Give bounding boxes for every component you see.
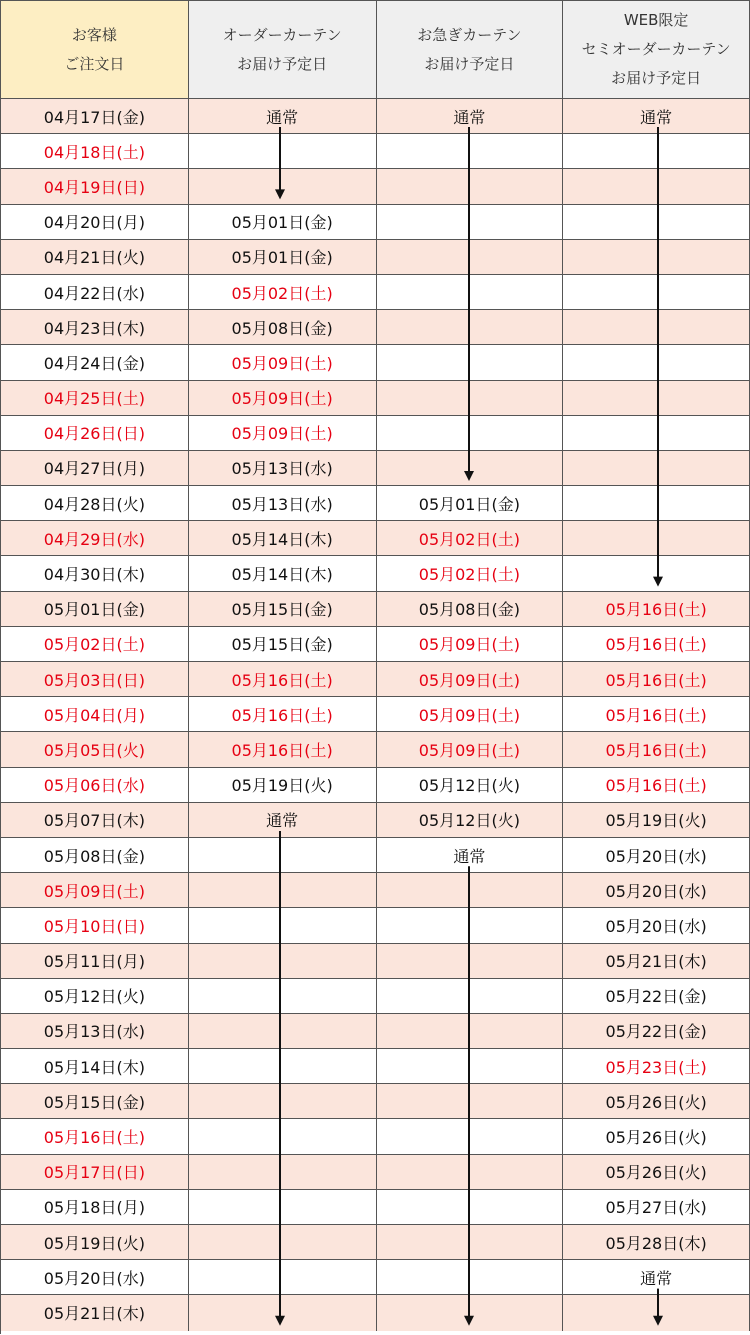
express-curtain-cell: [377, 169, 564, 203]
table-row: [1, 1049, 750, 1084]
express-curtain-cell: 05月09日(土): [377, 732, 564, 766]
order-curtain-cell: [189, 1084, 377, 1118]
order-curtain-cell: [189, 1225, 377, 1259]
table-row: [1, 662, 750, 697]
table-row: [1, 979, 750, 1014]
table-row: [1, 134, 750, 169]
order-curtain-cell: [189, 873, 377, 907]
header-order-date-line-1: お客様: [71, 25, 117, 44]
order-curtain-cell: 05月01日(金): [189, 240, 377, 274]
order-date-cell: 05月19日(火): [1, 1225, 189, 1259]
web-semi-order-cell: 05月19日(火): [563, 803, 750, 837]
web-semi-order-cell: 05月16日(土): [563, 592, 750, 626]
header-web-semi-order: [563, 1, 750, 98]
web-semi-order-cell: [563, 381, 750, 415]
web-semi-order-cell: 通常: [563, 99, 750, 133]
order-curtain-cell: 05月08日(金): [189, 310, 377, 344]
web-semi-order-cell: [563, 240, 750, 274]
order-date-cell: 05月18日(月): [1, 1190, 189, 1224]
order-curtain-cell: 05月16日(土): [189, 697, 377, 731]
table-row: [1, 240, 750, 275]
header-order-curtain-line-1: オーダーカーテン: [222, 25, 342, 44]
order-curtain-cell: 05月09日(土): [189, 416, 377, 450]
table-row: [1, 627, 750, 662]
web-semi-order-cell: 05月20日(水): [563, 838, 750, 872]
web-semi-order-cell: [563, 205, 750, 239]
express-curtain-cell: 05月12日(火): [377, 803, 564, 837]
table-body: [1, 99, 750, 1331]
order-date-cell: 04月24日(金): [1, 345, 189, 379]
order-date-cell: 04月28日(火): [1, 486, 189, 520]
order-curtain-cell: [189, 1295, 377, 1330]
web-semi-order-cell: [563, 521, 750, 555]
express-curtain-cell: [377, 1014, 564, 1048]
table-row: [1, 803, 750, 838]
order-date-cell: 05月02日(土): [1, 627, 189, 661]
order-date-cell: 05月03日(日): [1, 662, 189, 696]
order-date-cell: 05月10日(日): [1, 908, 189, 942]
header-express-curtain: [377, 1, 564, 98]
table-row: [1, 592, 750, 627]
express-curtain-cell: [377, 205, 564, 239]
express-curtain-cell: [377, 1260, 564, 1294]
express-curtain-cell: 05月08日(金): [377, 592, 564, 626]
order-curtain-cell: [189, 908, 377, 942]
table-row: [1, 416, 750, 451]
express-curtain-cell: [377, 1295, 564, 1330]
order-date-cell: 05月13日(水): [1, 1014, 189, 1048]
table-row: [1, 310, 750, 345]
order-curtain-cell: [189, 944, 377, 978]
express-curtain-cell: 05月09日(土): [377, 697, 564, 731]
web-semi-order-cell: 05月26日(火): [563, 1155, 750, 1189]
order-date-cell: 04月20日(月): [1, 205, 189, 239]
web-semi-order-cell: 05月22日(金): [563, 1014, 750, 1048]
web-semi-order-cell: [563, 310, 750, 344]
table-row: [1, 1190, 750, 1225]
express-curtain-cell: [377, 134, 564, 168]
order-date-cell: 05月12日(火): [1, 979, 189, 1013]
web-semi-order-cell: 05月26日(火): [563, 1119, 750, 1153]
web-semi-order-cell: [563, 1295, 750, 1330]
order-date-cell: 05月09日(土): [1, 873, 189, 907]
express-curtain-cell: [377, 1049, 564, 1083]
order-curtain-cell: 05月09日(土): [189, 345, 377, 379]
table-row: [1, 486, 750, 521]
express-curtain-cell: 05月09日(土): [377, 627, 564, 661]
order-curtain-cell: 通常: [189, 803, 377, 837]
order-date-cell: 04月22日(水): [1, 275, 189, 309]
express-curtain-cell: [377, 1225, 564, 1259]
web-semi-order-cell: 05月16日(土): [563, 732, 750, 766]
table-row: [1, 381, 750, 416]
header-web-semi-order-line-1: WEB限定: [623, 11, 689, 29]
order-curtain-cell: [189, 1049, 377, 1083]
order-curtain-cell: 05月16日(土): [189, 732, 377, 766]
web-semi-order-cell: [563, 486, 750, 520]
table-row: [1, 838, 750, 873]
express-curtain-cell: [377, 381, 564, 415]
express-curtain-cell: 05月01日(金): [377, 486, 564, 520]
order-date-cell: 04月30日(木): [1, 556, 189, 590]
order-date-cell: 05月21日(木): [1, 1295, 189, 1330]
table-row: [1, 1119, 750, 1154]
header-order-curtain-line-2: お届け予定日: [237, 54, 328, 73]
table-header-row: [1, 1, 750, 99]
table-row: [1, 873, 750, 908]
order-date-cell: 04月25日(土): [1, 381, 189, 415]
express-curtain-cell: [377, 275, 564, 309]
web-semi-order-cell: [563, 451, 750, 485]
order-curtain-cell: 05月15日(金): [189, 627, 377, 661]
order-curtain-cell: [189, 1155, 377, 1189]
order-date-cell: 05月05日(火): [1, 732, 189, 766]
order-date-cell: 04月21日(火): [1, 240, 189, 274]
web-semi-order-cell: 05月27日(水): [563, 1190, 750, 1224]
order-date-cell: 05月14日(木): [1, 1049, 189, 1083]
header-order-curtain: [189, 1, 377, 98]
express-curtain-cell: [377, 908, 564, 942]
web-semi-order-cell: 05月20日(水): [563, 908, 750, 942]
order-curtain-cell: 通常: [189, 99, 377, 133]
web-semi-order-cell: [563, 169, 750, 203]
order-date-cell: 05月20日(水): [1, 1260, 189, 1294]
order-curtain-cell: 05月13日(水): [189, 486, 377, 520]
order-curtain-cell: 05月15日(金): [189, 592, 377, 626]
order-curtain-cell: 05月19日(火): [189, 768, 377, 802]
order-curtain-cell: 05月13日(水): [189, 451, 377, 485]
table-row: [1, 1084, 750, 1119]
header-web-semi-order-line-2: セミオーダーカーテン: [581, 40, 731, 58]
express-curtain-cell: 通常: [377, 99, 564, 133]
express-curtain-cell: 05月02日(土): [377, 556, 564, 590]
web-semi-order-cell: 05月16日(土): [563, 768, 750, 802]
table-row: [1, 1014, 750, 1049]
table-row: [1, 732, 750, 767]
order-curtain-cell: [189, 838, 377, 872]
express-curtain-cell: [377, 1084, 564, 1118]
table-row: [1, 944, 750, 979]
header-order-date-line-2: ご注文日: [64, 54, 125, 73]
order-curtain-cell: [189, 979, 377, 1013]
order-date-cell: 04月19日(日): [1, 169, 189, 203]
table-row: [1, 345, 750, 380]
order-date-cell: 05月15日(金): [1, 1084, 189, 1118]
web-semi-order-cell: 05月26日(火): [563, 1084, 750, 1118]
order-date-cell: 04月18日(土): [1, 134, 189, 168]
order-curtain-cell: 05月02日(土): [189, 275, 377, 309]
web-semi-order-cell: [563, 134, 750, 168]
table-row: [1, 768, 750, 803]
order-curtain-cell: [189, 169, 377, 203]
express-curtain-cell: [377, 979, 564, 1013]
express-curtain-cell: [377, 345, 564, 379]
express-curtain-cell: [377, 1119, 564, 1153]
table-row: [1, 521, 750, 556]
order-curtain-cell: [189, 1014, 377, 1048]
order-date-cell: 04月17日(金): [1, 99, 189, 133]
web-semi-order-cell: 通常: [563, 1260, 750, 1294]
order-curtain-cell: 05月14日(木): [189, 521, 377, 555]
order-date-cell: 05月07日(木): [1, 803, 189, 837]
table-row: [1, 275, 750, 310]
web-semi-order-cell: 05月16日(土): [563, 662, 750, 696]
web-semi-order-cell: 05月21日(木): [563, 944, 750, 978]
web-semi-order-cell: 05月16日(土): [563, 627, 750, 661]
express-curtain-cell: [377, 240, 564, 274]
order-date-cell: 05月16日(土): [1, 1119, 189, 1153]
web-semi-order-cell: 05月22日(金): [563, 979, 750, 1013]
order-date-cell: 04月29日(水): [1, 521, 189, 555]
express-curtain-cell: [377, 1190, 564, 1224]
table-row: [1, 451, 750, 486]
table-row: [1, 1225, 750, 1260]
header-web-semi-order-line-3: お届け予定日: [611, 69, 702, 87]
order-curtain-cell: 05月09日(土): [189, 381, 377, 415]
order-date-cell: 05月11日(月): [1, 944, 189, 978]
express-curtain-cell: 通常: [377, 838, 564, 872]
order-date-cell: 04月27日(月): [1, 451, 189, 485]
express-curtain-cell: [377, 451, 564, 485]
order-date-cell: 04月23日(木): [1, 310, 189, 344]
order-curtain-cell: [189, 1260, 377, 1294]
table-row: [1, 169, 750, 204]
order-date-cell: 05月04日(月): [1, 697, 189, 731]
table-row: [1, 1260, 750, 1295]
order-date-cell: 05月01日(金): [1, 592, 189, 626]
table-row: [1, 205, 750, 240]
express-curtain-cell: [377, 1155, 564, 1189]
web-semi-order-cell: 05月28日(木): [563, 1225, 750, 1259]
order-date-cell: 04月26日(日): [1, 416, 189, 450]
header-express-curtain-line-1: お急ぎカーテン: [417, 25, 522, 44]
express-curtain-cell: [377, 873, 564, 907]
table-row: [1, 908, 750, 943]
order-curtain-cell: [189, 1119, 377, 1153]
header-order-date: [1, 1, 189, 98]
table-row: [1, 556, 750, 591]
order-date-cell: 05月06日(水): [1, 768, 189, 802]
order-date-cell: 05月08日(金): [1, 838, 189, 872]
order-curtain-cell: [189, 1190, 377, 1224]
express-curtain-cell: 05月09日(土): [377, 662, 564, 696]
express-curtain-cell: [377, 416, 564, 450]
express-curtain-cell: [377, 944, 564, 978]
web-semi-order-cell: [563, 275, 750, 309]
web-semi-order-cell: 05月20日(水): [563, 873, 750, 907]
order-curtain-cell: 05月01日(金): [189, 205, 377, 239]
express-curtain-cell: 05月02日(土): [377, 521, 564, 555]
order-curtain-cell: 05月14日(木): [189, 556, 377, 590]
web-semi-order-cell: [563, 345, 750, 379]
web-semi-order-cell: 05月23日(土): [563, 1049, 750, 1083]
web-semi-order-cell: [563, 416, 750, 450]
order-curtain-cell: 05月16日(土): [189, 662, 377, 696]
order-curtain-cell: [189, 134, 377, 168]
web-semi-order-cell: 05月16日(土): [563, 697, 750, 731]
express-curtain-cell: 05月12日(火): [377, 768, 564, 802]
table-row: [1, 1155, 750, 1190]
order-date-cell: 05月17日(日): [1, 1155, 189, 1189]
express-curtain-cell: [377, 310, 564, 344]
table-row: [1, 99, 750, 134]
table-row: [1, 1295, 750, 1330]
web-semi-order-cell: [563, 556, 750, 590]
header-express-curtain-line-2: お届け予定日: [424, 54, 515, 73]
table-row: [1, 697, 750, 732]
